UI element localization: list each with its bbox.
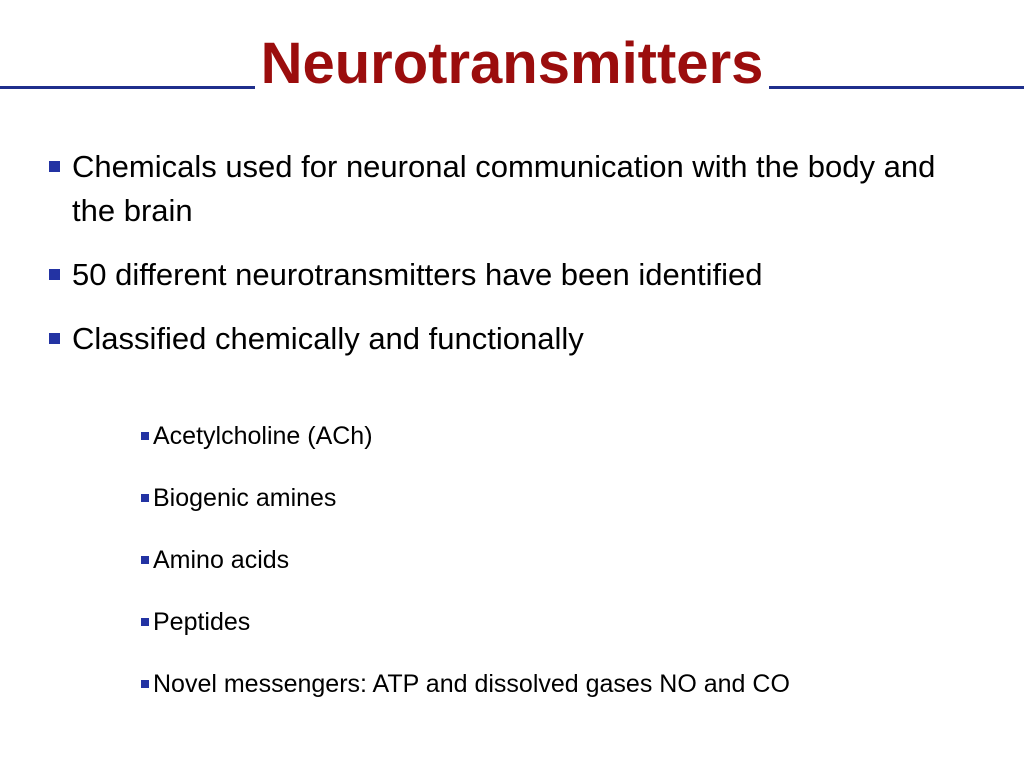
sub-bullet-item: [140, 478, 790, 518]
small-square-bullet-icon: [141, 680, 149, 688]
bullet-item: [46, 317, 976, 361]
bullet-text: Classified chemically and functionally: [72, 321, 584, 356]
bullet-item: [46, 253, 976, 297]
sub-bullet-text: Peptides: [153, 608, 251, 636]
sub-bullet-item: [140, 664, 790, 704]
bullet-list: [46, 145, 976, 381]
sub-bullet-item: [140, 540, 790, 580]
bullet-text: 50 different neurotransmitters have been identified: [72, 257, 763, 292]
sub-bullet-text: Biogenic amines: [153, 484, 337, 512]
sub-bullet-text: Amino acids: [153, 546, 290, 574]
small-square-bullet-icon: [141, 432, 149, 440]
small-square-bullet-icon: [141, 494, 149, 502]
bullet-text: Chemicals used for neuronal communication with the body and the brain: [72, 149, 936, 228]
slide-title-text: Neurotransmitters: [255, 31, 770, 96]
square-bullet-icon: [49, 161, 60, 172]
slide-title: [0, 26, 1024, 102]
sub-bullet-item: [140, 416, 790, 456]
sub-bullet-item: [140, 602, 790, 642]
square-bullet-icon: [49, 333, 60, 344]
square-bullet-icon: [49, 269, 60, 280]
sub-bullet-text: Novel messengers: ATP and dissolved gases NO and CO: [153, 670, 790, 698]
sub-bullet-text: Acetylcholine (ACh): [153, 422, 373, 450]
small-square-bullet-icon: [141, 618, 149, 626]
sub-bullet-list: [140, 416, 790, 726]
small-square-bullet-icon: [141, 556, 149, 564]
bullet-item: [46, 145, 976, 233]
